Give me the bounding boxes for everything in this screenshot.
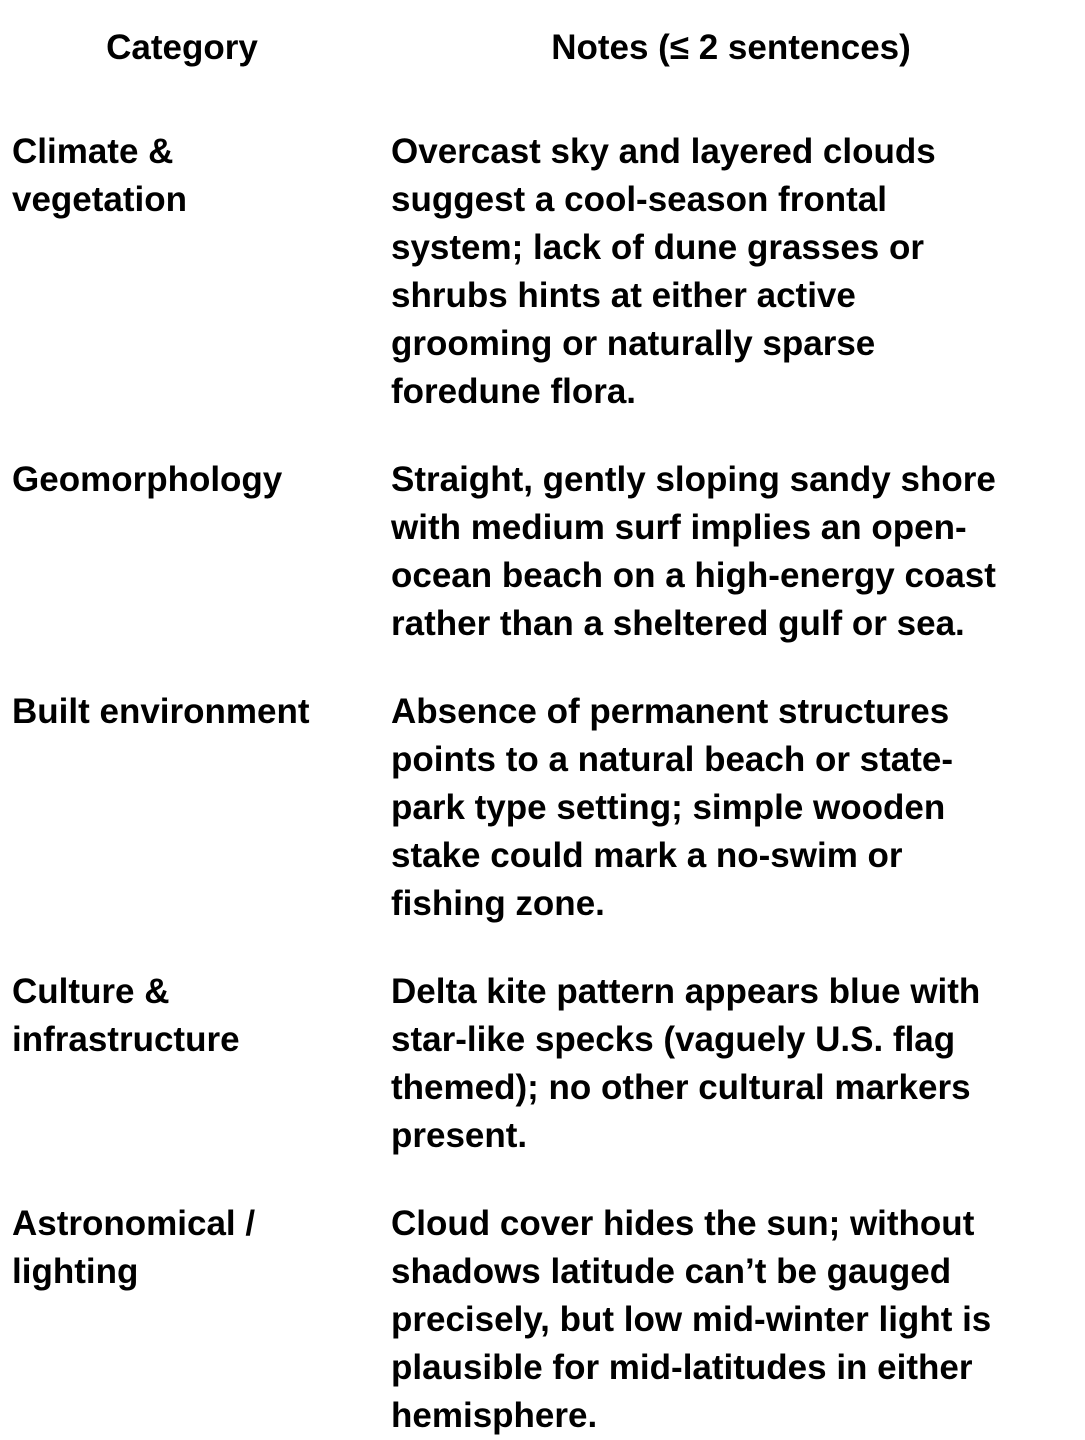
notes-cell: Overcast sky and layered clouds suggest a cool-season frontal system; lack of dune grasses or shrubs hints at either active grooming or naturally sparse foredune flora. — [391, 132, 936, 411]
notes-cell: Delta kite pattern appears blue with star-like specks (vaguely U.S. flag themed); no other cultural markers present. — [391, 972, 981, 1155]
notes-cell: Cloud cover hides the sun; without shadows latitude can’t be gauged precisely, but low mid-winter light is plausible for mid-latitudes in either hemisphere. — [391, 1204, 992, 1435]
category-cell: Culture & infrastructure — [12, 972, 240, 1059]
category-cell: Built environment — [12, 692, 310, 731]
category-cell: Astronomical / lighting — [12, 1204, 256, 1291]
category-cell: Climate & vegetation — [12, 132, 188, 219]
notes-cell: Straight, gently sloping sandy shore with medium surf implies an open- ocean beach on a high-energy coast rather than a sheltered gulf or sea. — [391, 460, 996, 643]
notes-cell: Absence of permanent structures points to a natural beach or state- park type setting; simple wooden stake could mark a no-swim or fishing zone. — [391, 692, 954, 923]
category-cell: Geomorphology — [12, 460, 283, 499]
column-header-notes: Notes (≤ 2 sentences) — [551, 28, 911, 67]
column-header-category: Category — [106, 28, 258, 67]
table-header — [0, 24, 1085, 72]
